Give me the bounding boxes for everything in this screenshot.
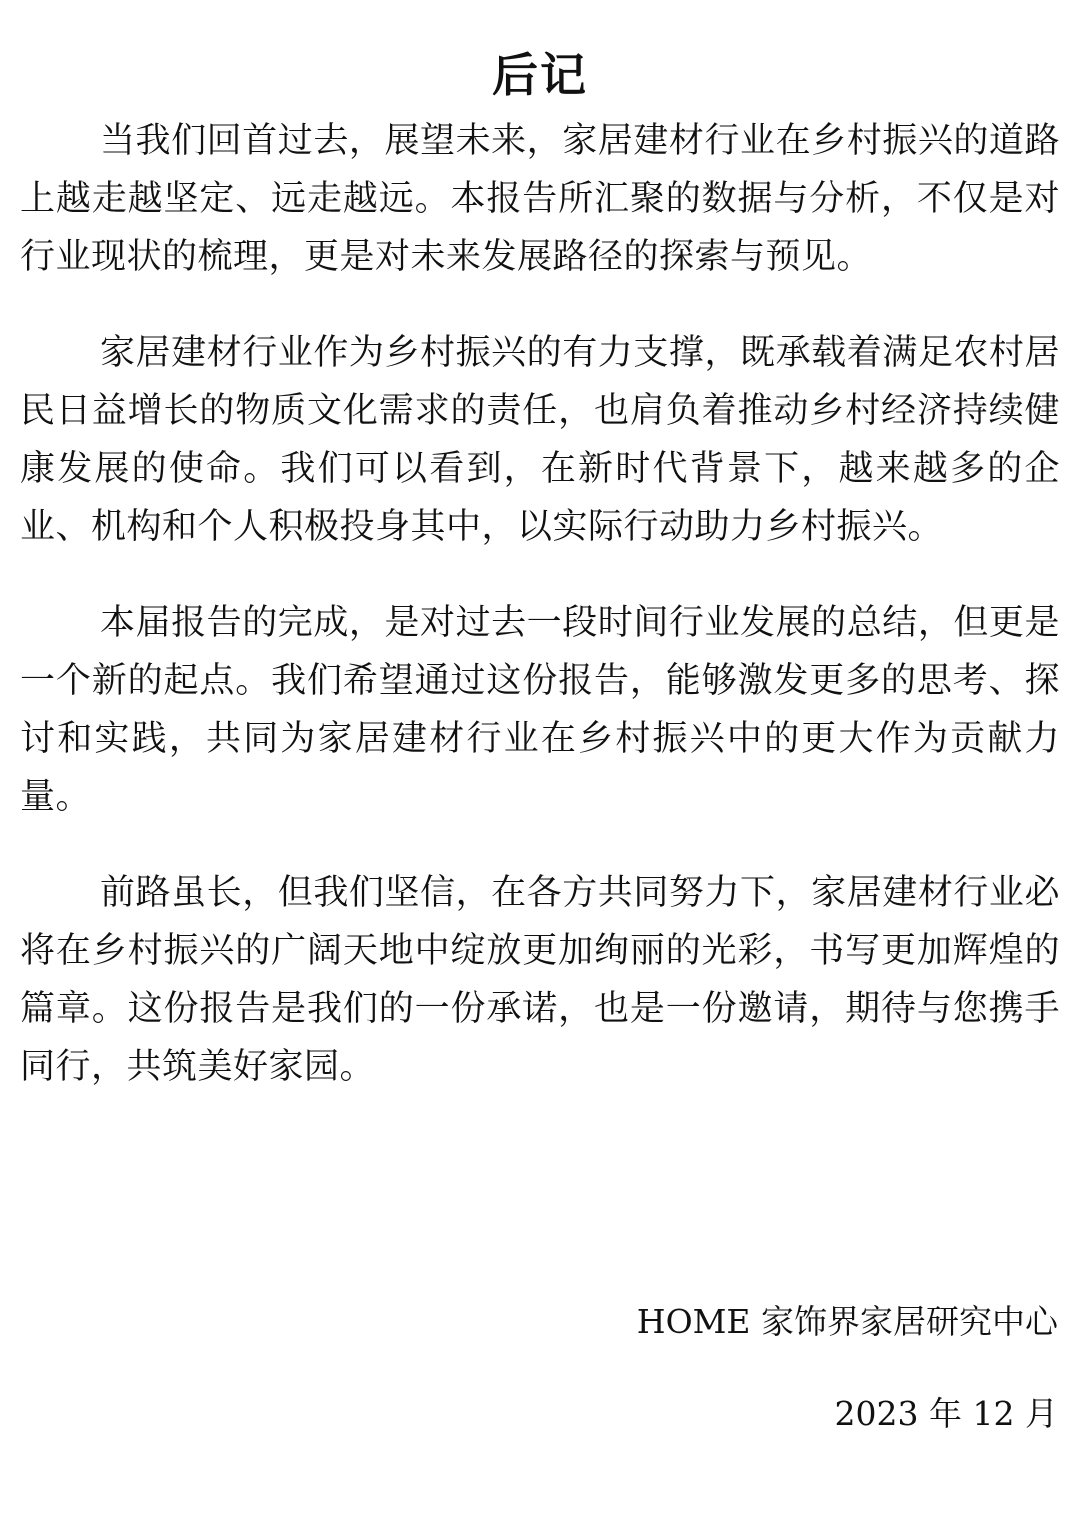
paragraph-3: 本届报告的完成，是对过去一段时间行业发展的总结，但更是一个新的起点。我们希望通过这份报告，能够激发更多的思考、探讨和实践，共同为家居建材行业在乡村振兴中的更大作为贡献力量。 [20, 603, 1060, 817]
page-title: 后记 [492, 47, 588, 102]
signature: HOME 家饰界家居研究中心 [636, 1302, 1058, 1341]
date: 2023 年 12 月 [834, 1394, 1058, 1433]
paragraph-1: 当我们回首过去，展望未来，家居建材行业在乡村振兴的道路上越走越坚定、远走越远。本报告所汇聚的数据与分析，不仅是对行业现状的梳理，更是对未来发展路径的探索与预见。 [20, 121, 1060, 277]
paragraph-2: 家居建材行业作为乡村振兴的有力支撑，既承载着满足农村居民日益增长的物质文化需求的责任，也肩负着推动乡村经济持续健康发展的使命。我们可以看到，在新时代背景下，越来越多的企业、机构和个人积极投身其中，以实际行动助力乡村振兴。 [20, 333, 1060, 547]
paragraph-4: 前路虽长，但我们坚信，在各方共同努力下，家居建材行业必将在乡村振兴的广阔天地中绽放更加绚丽的光彩，书写更加辉煌的篇章。这份报告是我们的一份承诺，也是一份邀请，期待与您携手同行，共筑美好家园。 [20, 873, 1060, 1087]
document-body [20, 112, 1060, 1134]
